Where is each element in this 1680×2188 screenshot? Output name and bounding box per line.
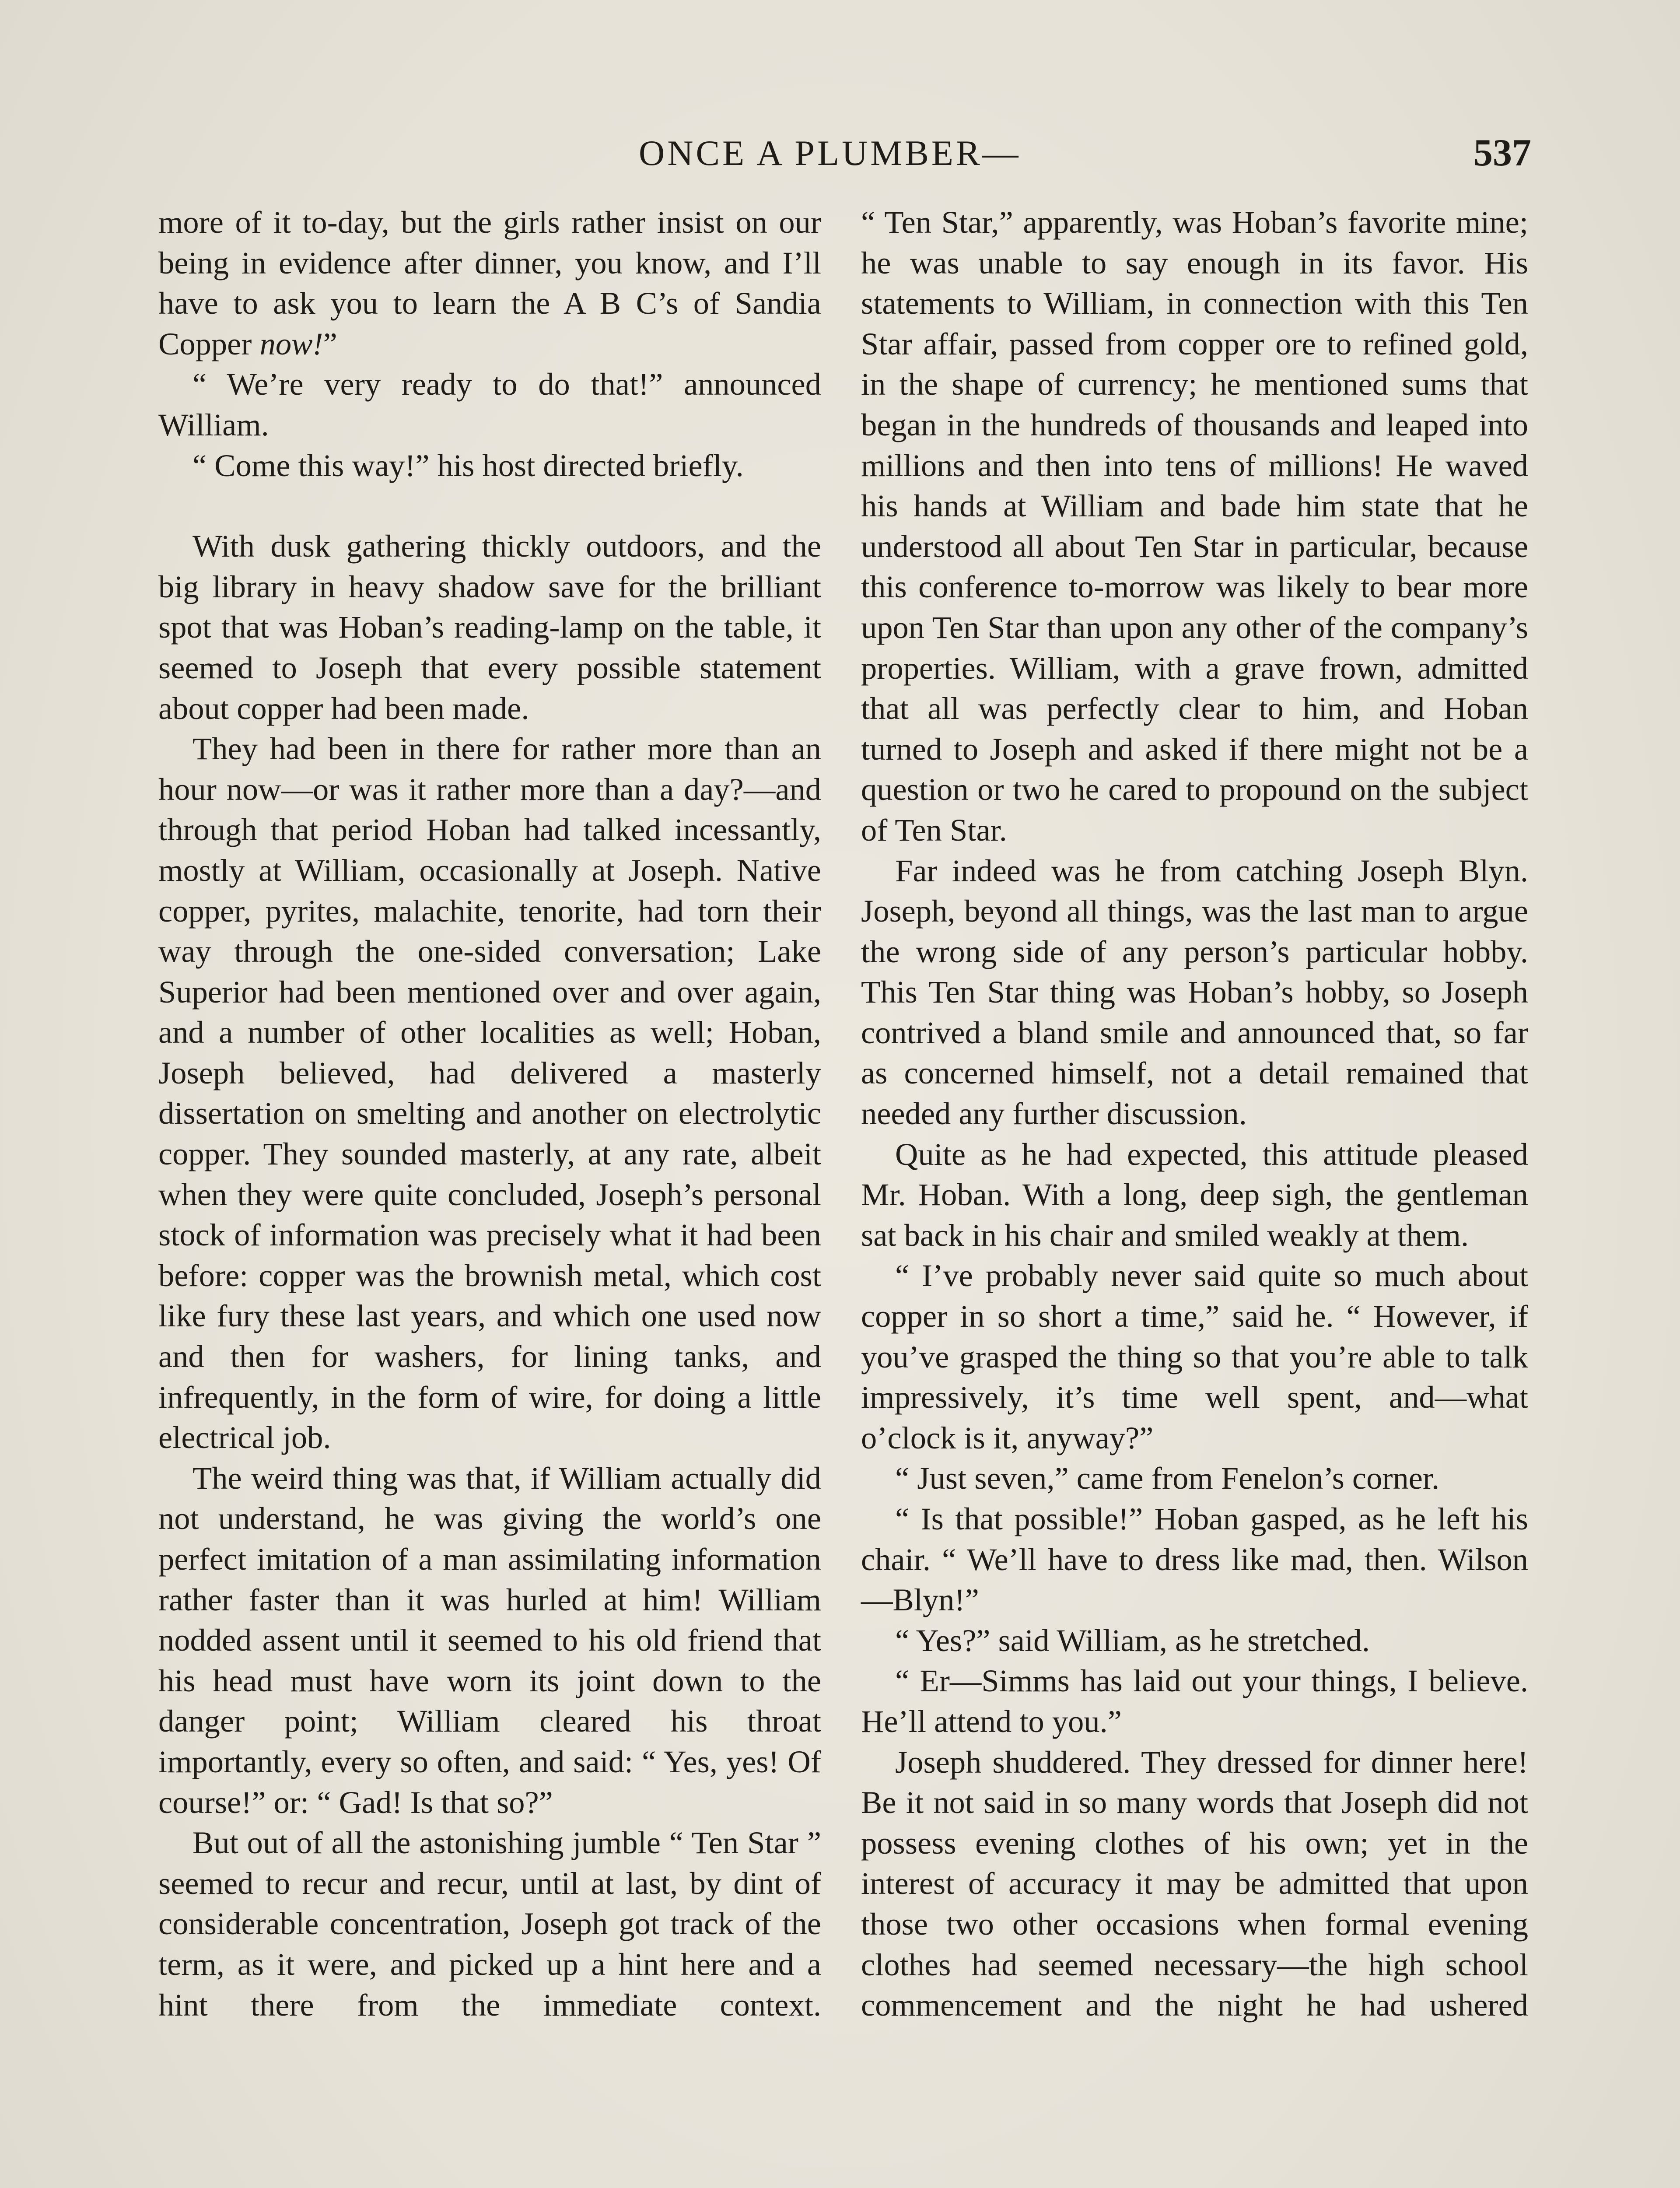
paragraph: “ Yes?” said William, as he stretched. xyxy=(895,1622,1370,1658)
right-column xyxy=(861,202,1528,2026)
paragraph: Joseph shuddered. They dressed for dinner here! Be it not said in so many words that Joseph did not possess evening clothes of his own; yet in the interest of accuracy it may be admitted that upon those two other occasions when formal evening clothes had seemed necessary—the high school commencement and the night he had ushered xyxy=(861,1744,1528,2023)
closing-quote: ” xyxy=(323,326,337,361)
running-title: ONCE A PLUMBER— xyxy=(639,133,1021,173)
paragraph: “ Is that possible!” Hoban gasped, as he left his chair. “ We’ll have to dress like mad, then. Wilson—Blyn!” xyxy=(861,1501,1528,1618)
paragraph: Quite as he had expected, this attitude pleased Mr. Hoban. With a long, deep sigh, the gentleman sat back in his chair and smiled weakly at them. xyxy=(861,1136,1528,1253)
paragraph: “ Er—Simms has laid out your things, I believe. He’ll attend to you.” xyxy=(861,1663,1528,1739)
paragraph: Far indeed was he from catching Joseph Blyn. Joseph, beyond all things, was the last man to argue the wrong side of any person’s particular hobby. This Ten Star thing was Hoban’s hobby, so Joseph contrived a bland smile and announced that, so far as concerned himself, not a detail remained that needed any further discussion. xyxy=(861,852,1528,1132)
emphasis-text: now! xyxy=(259,326,323,361)
left-column xyxy=(158,202,821,2025)
paragraph: But out of all the astonishing jumble “ Ten Star ” seemed to recur and recur, until at last, by dint of considerable concentration, Joseph got track of the term, as it were, and picked up a hint here and a hint there from the immediate context. xyxy=(158,1825,821,2023)
paragraph: “ Just seven,” came from Fenelon’s corner. xyxy=(895,1460,1440,1496)
paragraph: “ Ten Star,” apparently, was Hoban’s favorite mine; he was unable to say enough in its favor. His statements to William, in connection with this Ten Star affair, passed from copper ore to refined gold, in the shape of currency; he mentioned sums that began in the hundreds of thousands and leaped into millions and then into tens of millions! He waved his hands at William and bade him state that he understood all about Ten Star in particular, because this conference to-morrow was likely to bear more upon Ten Star than upon any other of the company’s properties. William, with a grave frown, admitted that all was perfectly clear to him, and Hoban turned to Joseph and asked if there might not be a question or two he cared to propound on the subject of Ten Star. xyxy=(861,204,1528,848)
paragraph: The weird thing was that, if William actually did not understand, he was giving the world’s one perfect imitation of a man assimilating information rather faster than it was hurled at him! William nodded assent until it seemed to his old friend that his head must have worn its joint down to the danger point; William cleared his throat importantly, every so often, and said: “ Yes, yes! Of course!” or: “ Gad! Is that so?” xyxy=(158,1460,821,1820)
page-number: 537 xyxy=(1474,132,1531,174)
paragraph-text: more of it to-day, but the girls rather insist on our being in evidence after dinner, you know, and I’ll have to ask you to learn the A B C’s of Sandia Copper xyxy=(158,204,821,361)
paragraph: “ We’re very ready to do that!” announced William. xyxy=(158,366,821,442)
page-header xyxy=(158,127,1531,179)
paragraph: With dusk gathering thickly outdoors, and the big library in heavy shadow save for the brilliant spot that was Hoban’s reading-lamp on the table, it seemed to Joseph that every possible statement about copper had been made. xyxy=(158,528,821,726)
paragraph xyxy=(158,202,821,364)
paragraph: “ Come this way!” his host directed briefly. xyxy=(192,447,744,483)
paragraph: They had been in there for rather more than an hour now—or was it rather more than a day?—and through that period Hoban had talked incessantly, mostly at William, occasionally at Joseph. Native copper, pyrites, malachite, tenorite, had torn their way through the one-sided conversation; Lake Superior had been mentioned over and over again, and a number of other localities as well; Hoban, Joseph believed, had delivered a masterly dissertation on smelting and another on electrolytic copper. They sounded masterly, at any rate, albeit when they were quite concluded, Joseph’s personal stock of information was precisely what it had been before: copper was the brownish metal, which cost like fury these last years, and which one used now and then for washers, for lining tanks, and infrequently, in the form of wire, for doing a little electrical job. xyxy=(158,731,821,1455)
paragraph: “ I’ve probably never said quite so much about copper in so short a time,” said he. “ However, if you’ve grasped the thing so that you’re able to talk impressively, it’s time well spent, and—what o’clock is it, anyway?” xyxy=(861,1258,1528,1455)
